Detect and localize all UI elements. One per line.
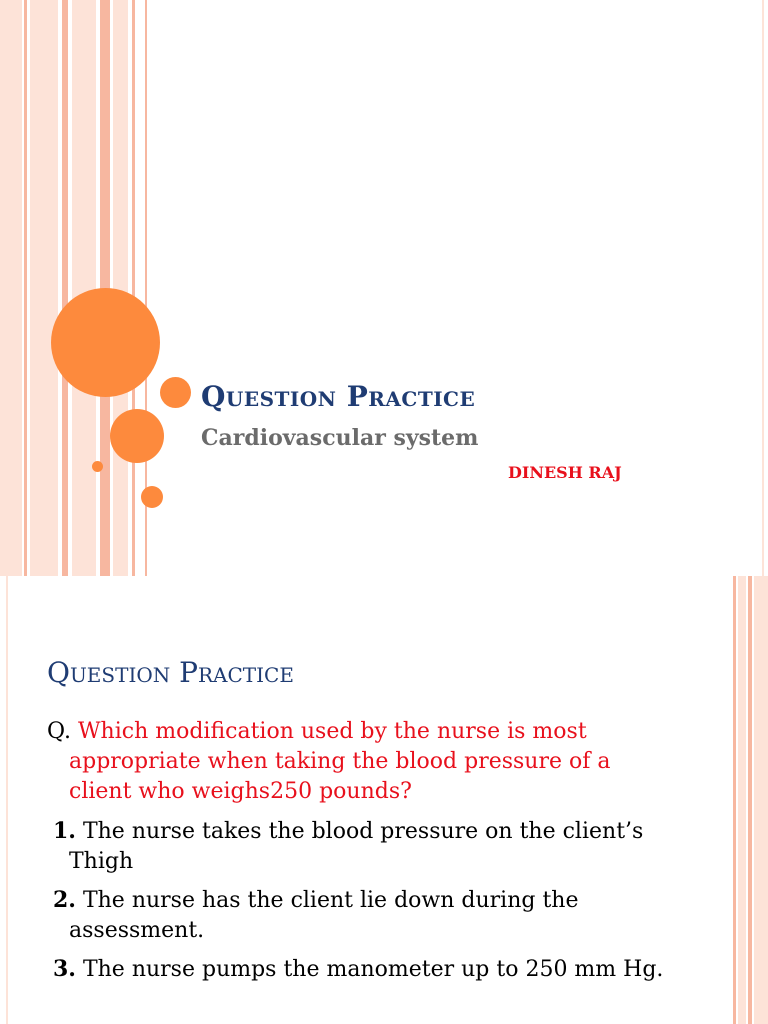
question-text: Which modification used by the nurse is most appropriate when taking the blood pressure of a client who weighs250 pounds? [69,719,611,804]
option-text: The nurse pumps the manometer up to 250 mm Hg. [82,957,664,982]
decorative-stripe [738,576,746,1024]
decorative-circle [141,486,163,508]
decorative-circle [51,288,160,397]
question-prefix: Q. [47,719,71,744]
answer-options [53,816,693,993]
slide-title: Question Practice [47,656,294,689]
slide-title: Question Practice [201,380,476,413]
decorative-stripe [6,576,8,1024]
decorative-circle [92,461,103,472]
option-number: 1. [53,818,76,844]
decorative-stripe [0,0,22,576]
question [47,717,667,807]
decorative-stripe [62,0,68,576]
decorative-stripe [733,576,736,1024]
decorative-stripe [30,0,58,576]
decorative-stripe [24,0,27,576]
answer-option [53,816,693,877]
decorative-stripe [132,0,135,576]
option-text: The nurse takes the blood pressure on the client’s Thigh [69,819,644,874]
decorative-stripe [762,0,764,576]
question-slide [0,576,768,1024]
option-number: 2. [53,887,76,913]
answer-option [53,885,693,946]
decorative-circle [110,409,164,463]
author-name: DINESH RAJ [508,463,622,482]
answer-option [53,954,693,985]
decorative-stripe [748,576,752,1024]
decorative-stripe [72,0,96,576]
option-text: The nurse has the client lie down during the assessment. [69,888,579,943]
decorative-circle [160,377,191,408]
decorative-stripe [754,576,768,1024]
slide-subtitle: Cardiovascular system [201,425,479,451]
option-number: 3. [53,956,76,982]
